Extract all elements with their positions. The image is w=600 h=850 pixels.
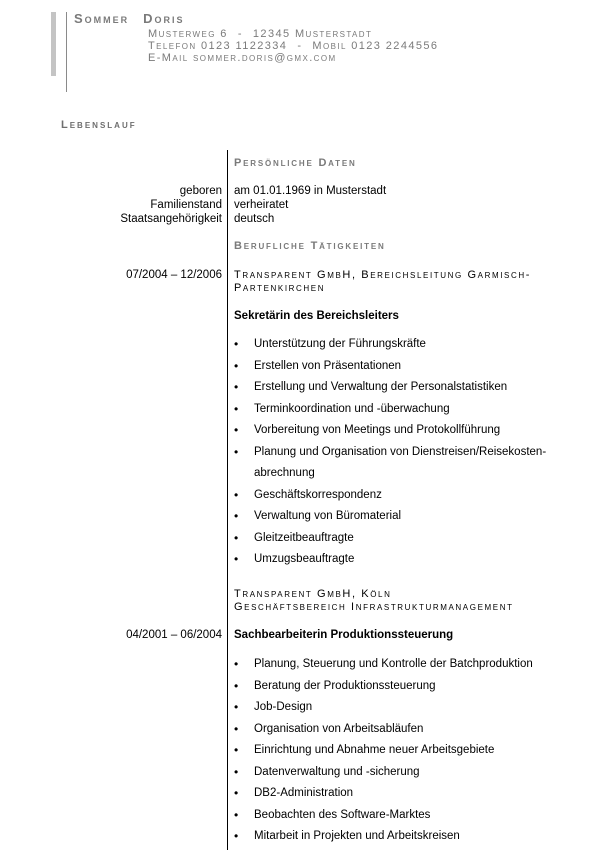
list-item: • Gleitzeitbeauftragte bbox=[234, 528, 579, 550]
list-item: • Beobachten des Software-Marktes bbox=[234, 805, 579, 827]
separator: - bbox=[237, 28, 243, 40]
list-item: • Datenverwaltung und -sicherung bbox=[234, 762, 579, 784]
list-item: • Umzugsbeauftragte bbox=[234, 549, 579, 571]
row-value: deutsch bbox=[234, 213, 275, 225]
row-label: geboren bbox=[179, 185, 222, 197]
row-value: verheiratet bbox=[234, 199, 289, 211]
list-item: • Geschäftskorrespondenz bbox=[234, 485, 579, 507]
job-period: 07/2004 – 12/2006 bbox=[126, 269, 222, 281]
list-item: • Erstellung und Verwaltung der Personalstatistiken bbox=[234, 377, 579, 399]
job-company: Transparent GmbH, Bereichsleitung Garmisch-Partenkirchen bbox=[234, 269, 532, 294]
header-divider-line bbox=[66, 12, 67, 92]
list-item: • Vorbereitung von Meetings und Protokollführung bbox=[234, 420, 579, 442]
company-line: Geschäftsbereich Infrastrukturmanagement bbox=[234, 601, 514, 613]
list-item: • Verwaltung von Büromaterial bbox=[234, 506, 579, 528]
career-title: Berufliche Tätigkeiten bbox=[234, 240, 386, 252]
phone: Telefon 0123 1122334 bbox=[148, 40, 288, 52]
row-value: am 01.01.1969 in Musterstadt bbox=[234, 185, 387, 197]
city: 12345 Musterstadt bbox=[252, 28, 373, 40]
job-company bbox=[234, 588, 594, 614]
list-item: • Mitarbeit in Projekten und Arbeitskreisen bbox=[234, 826, 579, 848]
task-list bbox=[234, 654, 579, 848]
header-address bbox=[148, 28, 372, 40]
list-item: • Beratung der Produktionssteuerung bbox=[234, 676, 579, 698]
mobile: Mobil 0123 2244556 bbox=[312, 40, 439, 52]
row-label: Staatsangehörigkeit bbox=[120, 213, 222, 225]
list-item: • DB2-Administration bbox=[234, 783, 579, 805]
list-item: • Erstellen von Präsentationen bbox=[234, 356, 579, 378]
section-title: Lebenslauf bbox=[61, 119, 137, 131]
personal-title: Persönliche Daten bbox=[234, 157, 357, 169]
street: Musterweg 6 bbox=[148, 28, 228, 40]
header-email[interactable] bbox=[148, 52, 337, 64]
column-divider bbox=[227, 150, 228, 850]
list-item: • Planung, Steuerung und Kontrolle der Batchproduktion bbox=[234, 654, 579, 676]
header-phones bbox=[148, 40, 438, 52]
firstname: Doris bbox=[143, 11, 185, 26]
header-name bbox=[74, 11, 185, 26]
list-item: • Job-Design bbox=[234, 697, 579, 719]
job-role: Sachbearbeiterin Produktionssteuerung bbox=[234, 629, 454, 641]
job-period: 04/2001 – 06/2004 bbox=[126, 629, 222, 641]
company-line: Transparent GmbH, Köln bbox=[234, 588, 392, 600]
separator: - bbox=[297, 40, 303, 52]
header-accent-bar bbox=[51, 12, 56, 76]
list-item: • Planung und Organisation von Dienstreisen/Reisekosten-abrechnung bbox=[234, 442, 579, 485]
list-item: • Organisation von Arbeitsabläufen bbox=[234, 719, 579, 741]
list-item: • Unterstützung der Führungskräfte bbox=[234, 334, 579, 356]
list-item: • Einrichtung und Abnahme neuer Arbeitsgebiete bbox=[234, 740, 579, 762]
task-list bbox=[234, 334, 579, 571]
job-role: Sekretärin des Bereichsleiters bbox=[234, 310, 399, 322]
surname: Sommer bbox=[74, 11, 130, 26]
row-label: Familienstand bbox=[150, 199, 222, 211]
email-link[interactable]: E-Mail sommer.doris@gmx.com bbox=[148, 52, 337, 64]
list-item: • Terminkoordination und -überwachung bbox=[234, 399, 579, 421]
